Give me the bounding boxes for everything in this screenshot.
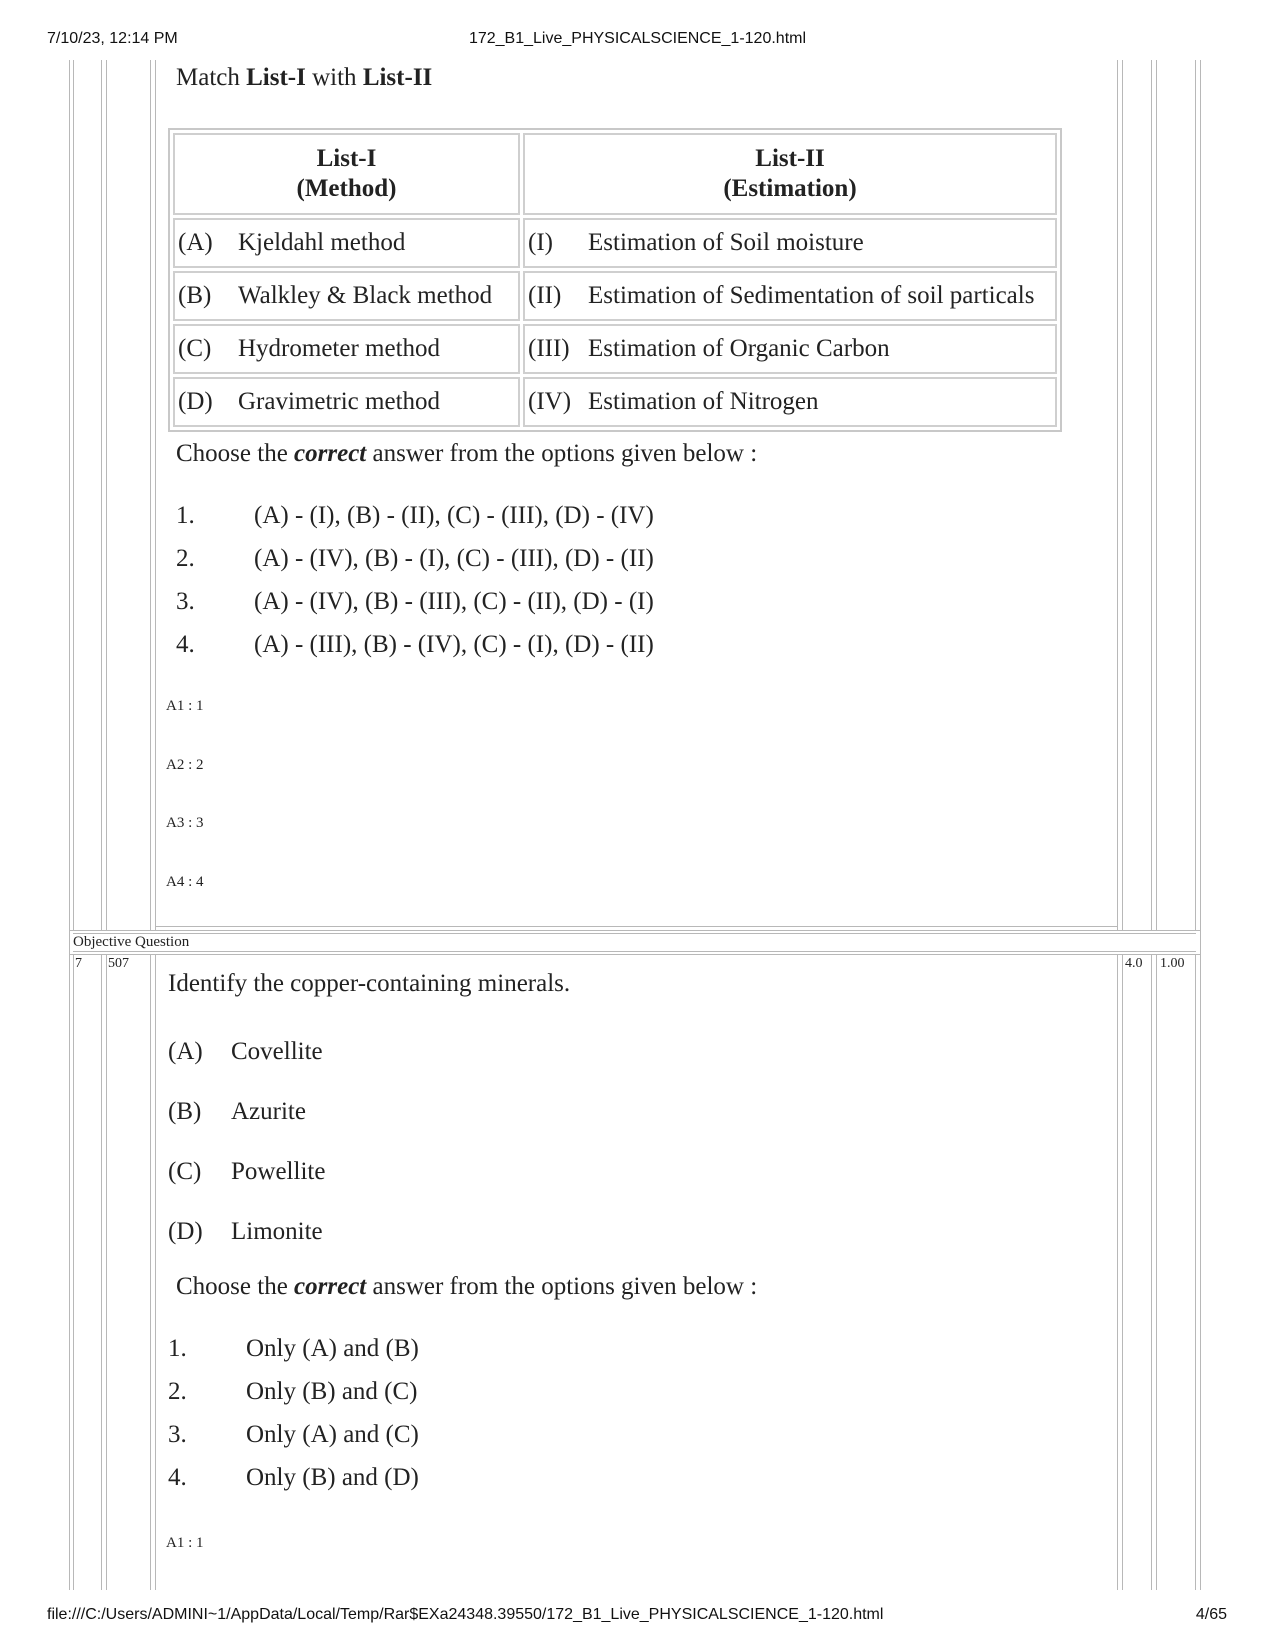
list1-value: Kjeldahl method (238, 229, 406, 256)
list2-value: Estimation of Sedimentation of soil particals (588, 282, 1035, 309)
match-table-header (173, 133, 1057, 215)
frame-line (69, 954, 1200, 955)
match-table (168, 128, 1062, 432)
frame-line (1151, 60, 1152, 930)
frame-line (155, 926, 1117, 927)
list2-value: Estimation of Nitrogen (588, 388, 819, 415)
print-file-path: file:///C:/Users/ADMINI~1/AppData/Local/Temp/Rar$EXa24348.39550/172_B1_Live_PHYSICALSCIENCE_1-120.html (47, 1606, 884, 1623)
table-row (173, 218, 1057, 268)
frame-line (1200, 60, 1201, 1590)
list-item: (B) Azurite (168, 1098, 306, 1125)
frame-line (106, 954, 107, 1590)
list-item: (D) Limonite (168, 1218, 323, 1245)
option-item: 2. Only (B) and (C) (168, 1377, 418, 1405)
frame-line (1195, 60, 1196, 930)
frame-line (1117, 60, 1118, 930)
list1-header: List-I (Method) (173, 133, 520, 215)
list1-key: (D) (178, 388, 213, 415)
list1-key: (C) (178, 335, 212, 362)
question-marks: 4.0 (1125, 956, 1143, 971)
answer-key: A1 : 1 (166, 1535, 204, 1551)
frame-line (1195, 954, 1196, 1590)
option-item: 4. (A) - (III), (B) - (IV), (C) - (I), (D) - (II) (176, 630, 654, 658)
frame-line (73, 60, 74, 930)
frame-line (73, 951, 1196, 952)
list-item: (C) Powellite (168, 1158, 326, 1185)
answer-key: A4 : 4 (166, 874, 204, 890)
frame-line (150, 60, 151, 930)
frame-line (73, 954, 74, 1590)
frame-line (73, 933, 1196, 934)
option-item: 4. Only (B) and (D) (168, 1463, 419, 1491)
list1-key: (A) (178, 229, 213, 256)
question-stem: Match List-I with List-II (176, 64, 433, 91)
frame-line (1122, 954, 1123, 1590)
table-row (173, 324, 1057, 374)
frame-line (101, 954, 102, 1590)
option-list (168, 1327, 419, 1499)
option-item: 1. (A) - (I), (B) - (II), (C) - (III), (D) - (IV) (176, 501, 654, 529)
mineral-list (168, 1022, 325, 1262)
frame-line (1156, 954, 1157, 1590)
frame-line (1122, 60, 1123, 930)
list2-key: (I) (528, 229, 553, 256)
option-item: 3. (A) - (IV), (B) - (III), (C) - (II), (D) - (I) (176, 587, 654, 615)
list2-value: Estimation of Organic Carbon (588, 335, 890, 362)
list-item: (A) Covellite (168, 1038, 323, 1065)
choose-instruction: Choose the correct answer from the options given below : (176, 1273, 758, 1300)
list1-key: (B) (178, 282, 212, 309)
answer-key: A2 : 2 (166, 757, 204, 773)
negative-marks: 1.00 (1160, 956, 1185, 971)
list1-value: Walkley & Black method (238, 282, 493, 309)
list2-key: (II) (528, 282, 562, 309)
option-list (176, 494, 654, 666)
frame-line (101, 60, 102, 930)
print-title: 172_B1_Live_PHYSICALSCIENCE_1-120.html (468, 30, 807, 47)
frame-line (1151, 954, 1152, 1590)
frame-line (69, 930, 1200, 931)
question-stem: Identify the copper-containing minerals. (168, 970, 571, 997)
table-row (173, 271, 1057, 321)
option-item: 3. Only (A) and (C) (168, 1420, 419, 1448)
list2-header: List-II (Estimation) (523, 133, 1057, 215)
option-item: 2. (A) - (IV), (B) - (I), (C) - (III), (D) - (II) (176, 544, 654, 572)
list2-value: Estimation of Soil moisture (588, 229, 864, 256)
choose-instruction: Choose the correct answer from the options given below : (176, 440, 758, 467)
frame-line (150, 954, 151, 1590)
frame-line (69, 60, 70, 1590)
list2-key: (IV) (528, 388, 572, 415)
answer-key: A3 : 3 (166, 815, 204, 831)
list1-value: Hydrometer method (238, 335, 441, 362)
frame-line (155, 60, 156, 930)
section-label: Objective Question (73, 934, 190, 950)
frame-line (155, 954, 156, 1590)
question-serial: 7 (75, 956, 82, 971)
frame-line (106, 60, 107, 930)
table-row (173, 377, 1057, 427)
print-date: 7/10/23, 12:14 PM (47, 30, 178, 47)
option-item: 1. Only (A) and (B) (168, 1334, 419, 1362)
question-id: 507 (108, 956, 129, 971)
print-page-number: 4/65 (1195, 1606, 1227, 1623)
frame-line (1117, 954, 1118, 1590)
list2-key: (III) (528, 335, 570, 362)
answer-key: A1 : 1 (166, 698, 204, 714)
list1-value: Gravimetric method (238, 388, 441, 415)
frame-line (1156, 60, 1157, 930)
